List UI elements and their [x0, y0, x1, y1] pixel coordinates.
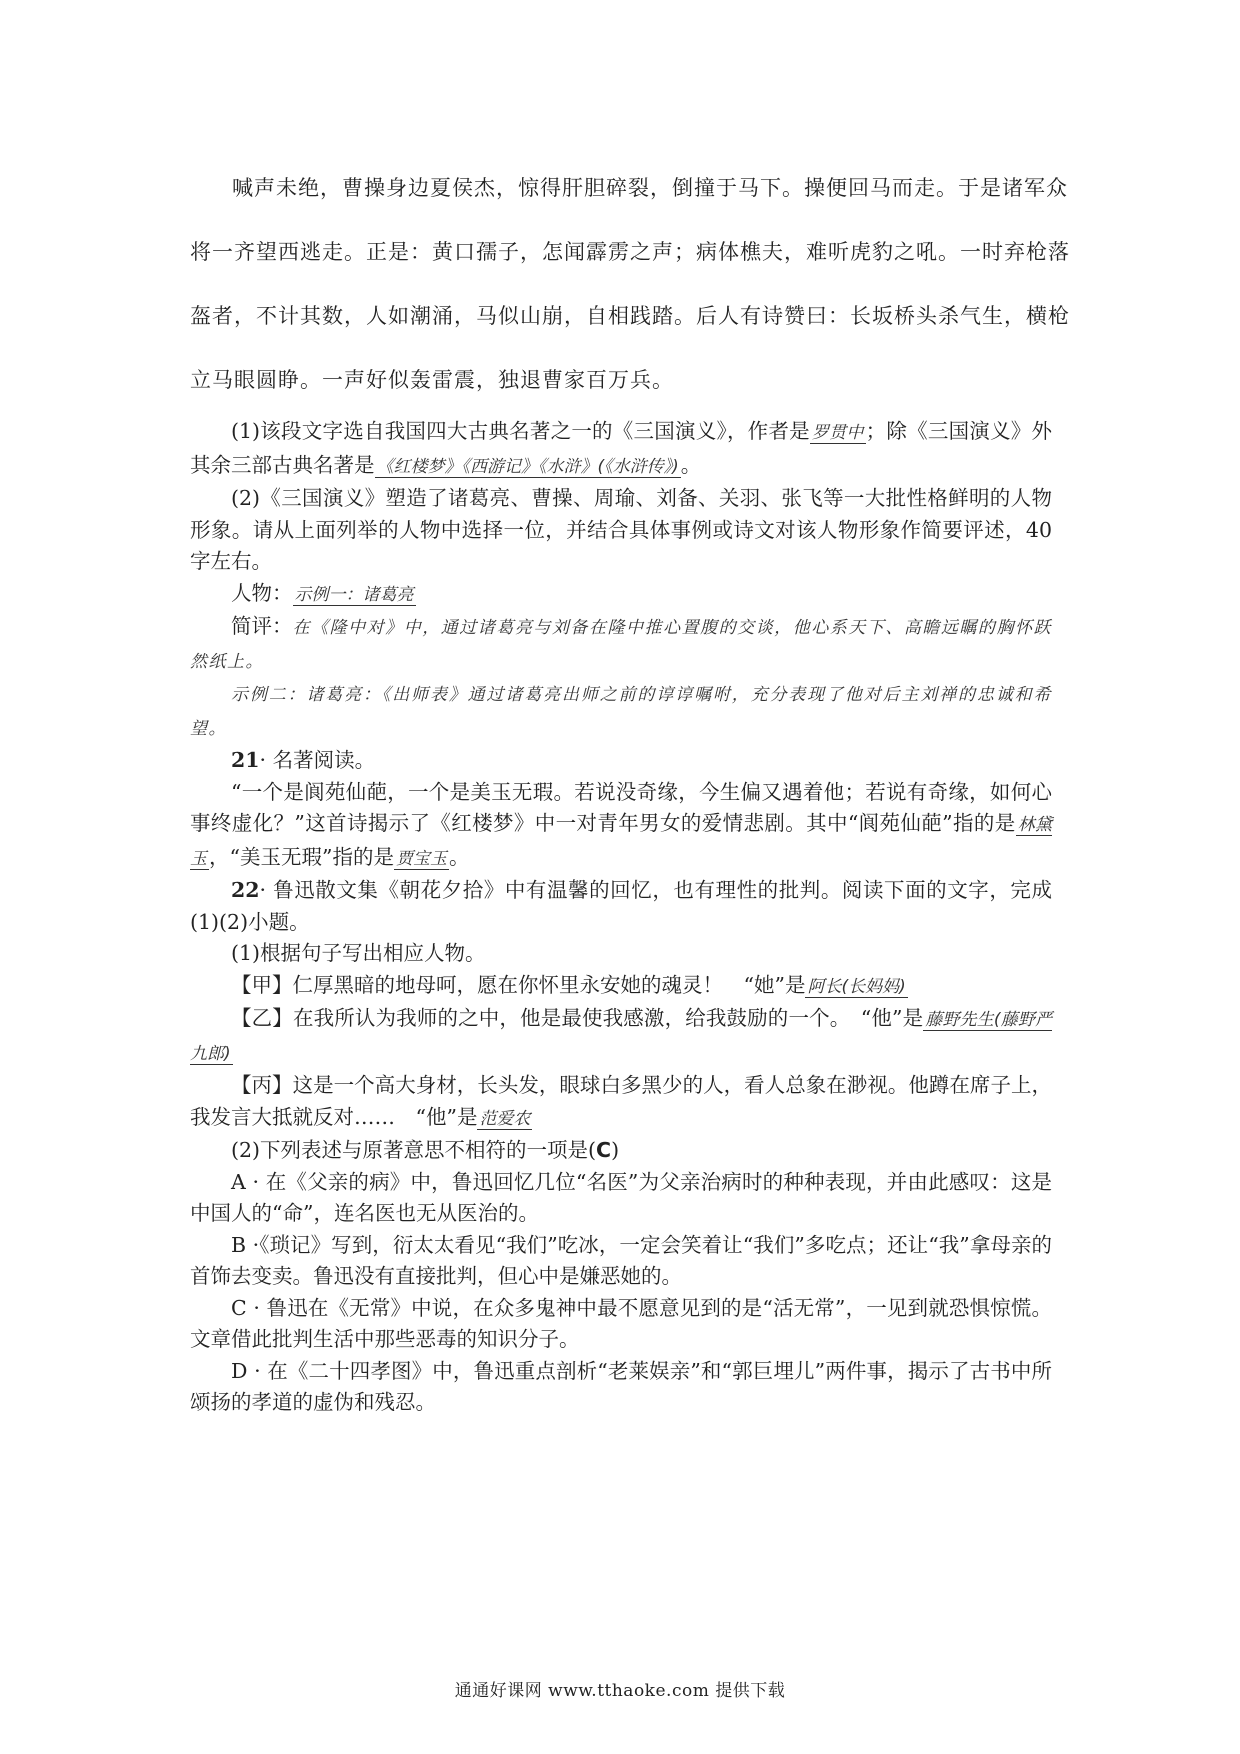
answer-person: 示例一：诸葛亮	[294, 584, 414, 605]
question-20-2: (2)《三国演义》塑造了诸葛亮、曹操、周瑜、刘备、关羽、张飞等一大批性格鲜明的人物形象。请从上面列举的人物中选择一位，并结合具体事例或诗文对该人物形象作简要评述，40 字左右。	[190, 486, 1052, 573]
item-bing	[190, 1070, 1052, 1135]
answer-yi: 藤野先生(藤野严九郎)	[190, 1010, 1052, 1064]
question-text: ；除《三国演义》外其余三部古典名著是	[190, 419, 1053, 477]
item-text: 【甲】仁厚黑暗的地母呵，愿在你怀里永安她的魂灵！ “她”是	[231, 972, 806, 997]
question-text: (2)下列表述与原著意思不相符的一项是(	[231, 1138, 597, 1162]
example-two	[190, 678, 1052, 745]
question-intro: · 鲁迅散文集《朝花夕拾》中有温馨的回忆，也有理性的批判。阅读下面的文字，完成(1)(2)小题。	[190, 878, 1052, 934]
option-d: D · 在《二十四孝图》中，鲁迅重点剖析“老莱娱亲”和“郭巨埋儿”两件事，揭示了古书中所颂扬的孝道的虚伪和残忍。	[190, 1358, 1052, 1414]
passage-line: 喊声未绝，曹操身边夏侯杰，惊得肝胆碎裂，倒撞于马下。操便回马而走。于是诸军众	[232, 176, 1068, 200]
question-22-sub1: (1)根据句子写出相应人物。	[231, 941, 486, 965]
question-text: 。	[680, 452, 702, 477]
option-c: C · 鲁迅在《无常》中说，在众多鬼神中最不愿意见到的是“活无常”，一见到就恐惧惊慌。文章借此批判生活中那些恶毒的知识分子。	[190, 1295, 1052, 1351]
question-21-heading	[190, 745, 1052, 777]
question-text: “一个是阆苑仙葩，一个是美玉无瑕。若说没奇缘，今生偏又遇着他；若说有奇缘，如何心事终虚化？”这首诗揭示了《红楼梦》中一对青年男女的爱情悲剧。其中“阆苑仙葩”指的是	[190, 779, 1052, 835]
person-label: 人物：	[231, 580, 293, 605]
answer-daiyu: 林黛玉	[190, 815, 1052, 869]
answer-baoyu: 贾宝玉	[395, 848, 447, 869]
passage-line: 立马眼圆睁。一声好似轰雷震，独退曹家百万兵。	[190, 368, 674, 392]
option-a: A · 在《父亲的病》中，鲁迅回忆几位“名医”为父亲治病时的种种表现，并由此感叹：这是中国人的“命”，连名医也无从医治的。	[190, 1169, 1052, 1225]
question-22-sub2	[190, 1135, 1052, 1167]
comment-line	[190, 611, 1052, 678]
question-number: 21	[231, 748, 260, 772]
passage-line: 盔者，不计其数，人如潮涌，马似山崩，自相践踏。后人有诗赞曰：长坂桥头杀气生，横枪	[190, 304, 1070, 328]
option-b: B ·《琐记》写到，衍太太看见“我们”吃冰，一定会笑着让“我们”多吃点；还让“我”拿母亲的首饰去变卖。鲁迅没有直接批判，但心中是嫌恶她的。	[190, 1232, 1052, 1288]
question-title: · 名著阅读。	[259, 748, 376, 772]
answer-comment: 在《隆中对》中，通过诸葛亮与刘备在隆中推心置腹的交谈，他心系天下、高瞻远瞩的胸怀跃然纸上。	[190, 618, 1053, 672]
question-text: )	[611, 1138, 620, 1162]
questions-section	[190, 416, 1052, 1419]
answer-choice: C	[596, 1138, 612, 1162]
answer-bing: 范爱农	[479, 1108, 531, 1129]
question-number: 22	[231, 878, 260, 902]
item-text: 【丙】这是一个高大身材，长头发，眼球白多黑少的人，看人总象在渺视。他蹲在席子上，我发言大抵就反对…… “他”是	[190, 1073, 1052, 1129]
passage-line: 将一齐望西逃走。正是：黄口孺子，怎闻霹雳之声；病体樵夫，难听虎豹之吼。一时弃枪落	[190, 240, 1070, 264]
reading-passage	[190, 156, 1070, 412]
answer-example-two: 示例二：诸葛亮：《出师表》通过诸葛亮出师之前的谆谆嘱咐，充分表现了他对后主刘禅的忠诚和希望。	[190, 685, 1052, 739]
answer-author: 罗贯中	[811, 423, 864, 443]
item-text: 【乙】在我所认为我师的之中，他是最使我感激，给我鼓励的一个。 “他”是	[231, 1006, 924, 1030]
page-footer: 通通好课网 www.tthaoke.com 提供下载	[454, 1681, 786, 1701]
question-22-heading	[190, 875, 1052, 938]
question-20-1	[190, 416, 1052, 483]
question-text: 。	[448, 844, 470, 869]
item-jia	[190, 970, 1052, 1004]
answer-jia: 阿长(长妈妈)	[807, 976, 906, 997]
question-21	[190, 777, 1052, 876]
item-yi	[190, 1003, 1052, 1070]
comment-label: 简评：	[231, 614, 293, 638]
person-line	[190, 578, 1052, 612]
question-text: ，“美玉无瑕”指的是	[209, 844, 394, 869]
question-text: (1)该段文字选自我国四大古典名著之一的《三国演义》，作者是	[231, 419, 810, 443]
answer-books: 《红楼梦》《西游记》《水浒》(《水浒传》)	[376, 456, 679, 477]
